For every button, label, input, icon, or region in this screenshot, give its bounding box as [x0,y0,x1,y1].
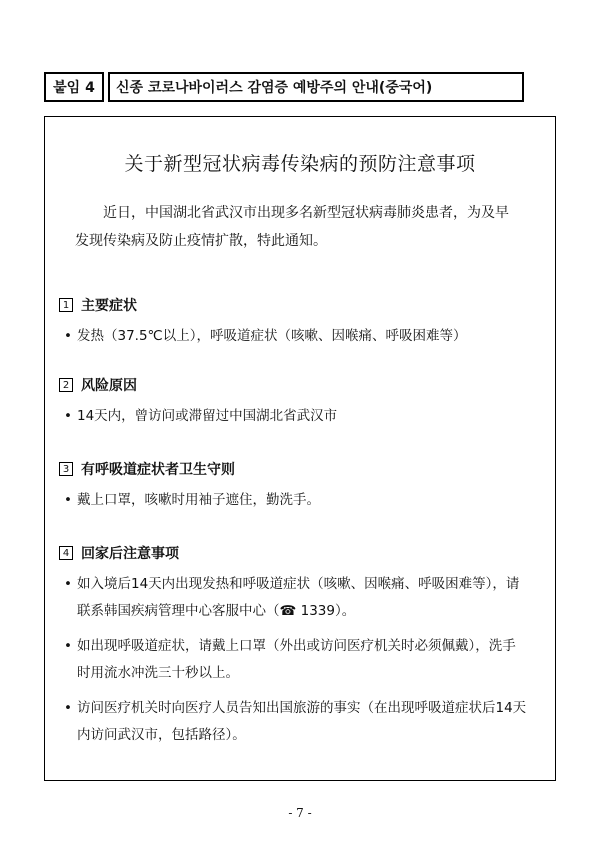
section-title: 有呼吸道症状者卫生守则 [81,462,235,478]
list-item-text: 如入境后14天内出现发热和呼吸道症状（咳嗽、因喉痛、呼吸困难等），请联系韩国疾病管理中心客服中心（☎ 1339）。 [77,576,520,619]
list-item-text: 发热（37.5℃以上），呼吸道症状（咳嗽、因喉痛、呼吸困难等） [77,328,467,344]
section-hygiene [59,459,529,514]
section-symptoms [59,295,529,350]
section-number: 2 [59,378,73,392]
list-item [59,487,529,514]
bullet-icon: • [64,638,72,654]
bullet-icon: • [64,700,72,716]
section-risk [59,375,529,430]
list-item [59,403,529,430]
bullet-icon: • [64,576,72,592]
attachment-title: 신종 코로나바이러스 감염증 예방주의 안내(중국어) [108,72,524,102]
list-item-text: 访问医疗机关时向医疗人员告知出国旅游的事实（在出现呼吸道症状后14天内访问武汉市，包括路径）。 [77,700,527,743]
list-item [59,323,529,350]
section-number: 3 [59,462,73,476]
section-heading [59,375,529,395]
list-item [59,695,529,749]
bullet-icon: • [64,408,72,424]
section-title: 回家后注意事项 [81,546,179,562]
header-row [44,72,524,102]
document-title: 关于新型冠状病毒传染病的预防注意事项 [124,153,476,175]
section-title: 主要症状 [81,298,137,314]
bullet-icon: • [64,328,72,344]
section-heading [59,295,529,315]
list-item [59,633,529,687]
section-heading [59,543,529,563]
section-number: 4 [59,546,73,560]
intro-paragraph: 近日，中国湖北省武汉市出现多名新型冠状病毒肺炎患者，为及早发现传染病及防止疫情扩散，特此通知。 [75,205,509,249]
section-title: 风险原因 [81,378,137,394]
section-heading [59,459,529,479]
bullet-icon: • [64,492,72,508]
section-after-return [59,543,529,749]
notice-box [44,116,556,781]
list-item-text: 14天内，曾访问或滞留过中国湖北省武汉市 [77,408,338,424]
section-number: 1 [59,298,73,312]
attachment-tag: 붙임 4 [44,72,104,102]
list-item [59,571,529,625]
list-item-text: 戴上口罩，咳嗽时用袖子遮住，勤洗手。 [77,492,320,508]
list-item-text: 如出现呼吸道症状，请戴上口罩（外出或访问医疗机关时必须佩戴），洗手时用流水冲洗三十秒以上。 [77,638,516,681]
page-number: - 7 - [288,806,312,820]
